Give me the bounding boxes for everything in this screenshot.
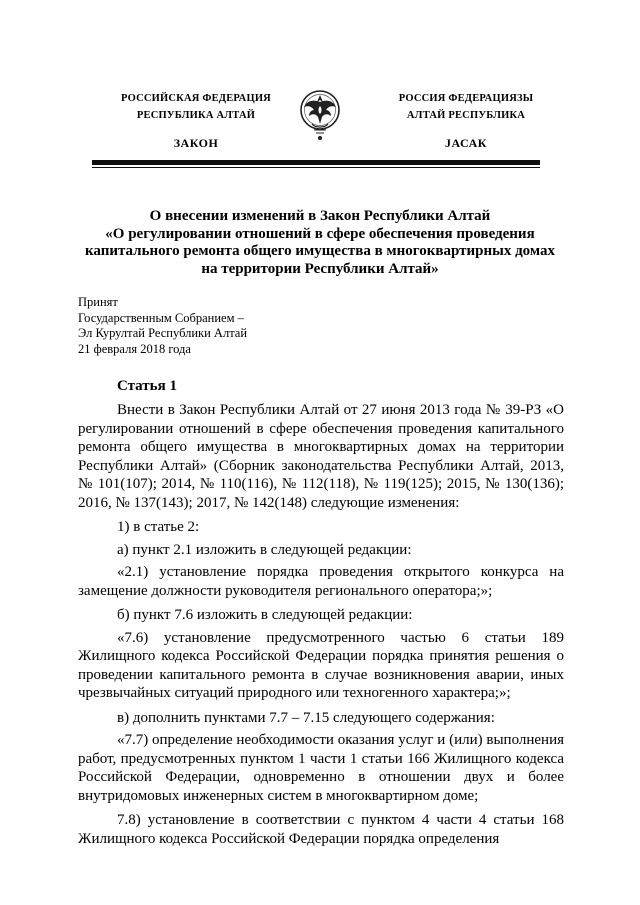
header-right-country: РОССИЯ ФЕДЕРАЦИЯЗЫ — [398, 93, 534, 104]
header-left-russian — [96, 90, 296, 152]
header-divider-thick — [92, 160, 540, 165]
adoption-block — [78, 295, 378, 357]
header-divider-thin — [92, 167, 540, 168]
law-title — [80, 208, 560, 278]
law-title-line: на территории Республики Алтай» — [201, 260, 439, 277]
law-title-line: «О регулировании отношений в сфере обеспечения проведения — [105, 225, 535, 242]
adoption-line: Принят — [78, 295, 118, 309]
article-paragraph: а) пункт 2.1 изложить в следующей редакции: — [117, 541, 412, 558]
article-paragraph: 7.8) установление в соответствии с пунктом 4 части 4 статьи 168 Жилищного кодекса Российской Федерации порядка определения — [78, 812, 564, 847]
law-title-line: О внесении изменений в Закон Республики Алтай — [149, 208, 491, 224]
article-paragraph: 1) в статье 2: — [117, 519, 200, 535]
header-right-law: JАСАК — [444, 136, 487, 150]
article-paragraph: в) дополнить пунктами 7.7 – 7.15 следующего содержания: — [117, 709, 495, 726]
header-left-republic: РЕСПУБЛИКА АЛТАЙ — [136, 110, 256, 121]
article-paragraph: «7.7) определение необходимости оказания услуг и (или) выполнения работ, предусмотренных пунктом 1 части 1 статьи 166 Жилищного кодекса Российской Федерации, одновременно в отношении двух и более внутридомовых инженерных систем в многоквартирном доме; — [78, 732, 564, 804]
law-title-line: капитального ремонта общего имущества в многоквартирных домах — [85, 243, 555, 259]
adoption-date: 21 февраля 2018 года — [78, 341, 191, 356]
article-paragraph: б) пункт 7.6 изложить в следующей редакции: — [117, 607, 413, 623]
article-body — [78, 401, 564, 854]
header-left-country: РОССИЙСКАЯ ФЕДЕРАЦИЯ — [121, 93, 271, 104]
adoption-line: Государственным Собранием – — [78, 310, 244, 325]
article-heading: Статья 1 — [117, 378, 177, 394]
adoption-line: Эл Курултай Республики Алтай — [78, 326, 248, 340]
article-paragraph: Внести в Закон Республики Алтай от 27 июня 2013 года № 39-РЗ «О регулировании отношений в сфере обеспечения проведения капитального ремонта общего имущества в многоквартирных домах на территории Республики Алтай» (Сборник законодательства Республики Алтай, 2013, № 101(107); 2014, № 110(116), № 112(118), № 119(125); 2015, № 130(136); 2016, № 137(143); 2017, № 142(148) следующие изменения: — [78, 402, 564, 511]
coat-of-arms-icon — [296, 80, 344, 144]
header-left-law: ЗАКОН — [173, 136, 219, 150]
header-right-altai — [366, 90, 566, 152]
article-paragraph: «2.1) установление порядка проведения открытого конкурса на замещение должности руководителя регионального оператора;»; — [78, 564, 564, 599]
header-right-republic: АЛТАЙ РЕСПУБЛИКА — [406, 110, 526, 121]
article-paragraph: «7.6) установление предусмотренного частью 6 статьи 189 Жилищного кодекса Российской Федерации порядка принятия решения о проведении капитального ремонта в случае возникновения аварии, иных чрезвычайных ситуаций природного или техногенного характера;»; — [78, 629, 564, 701]
